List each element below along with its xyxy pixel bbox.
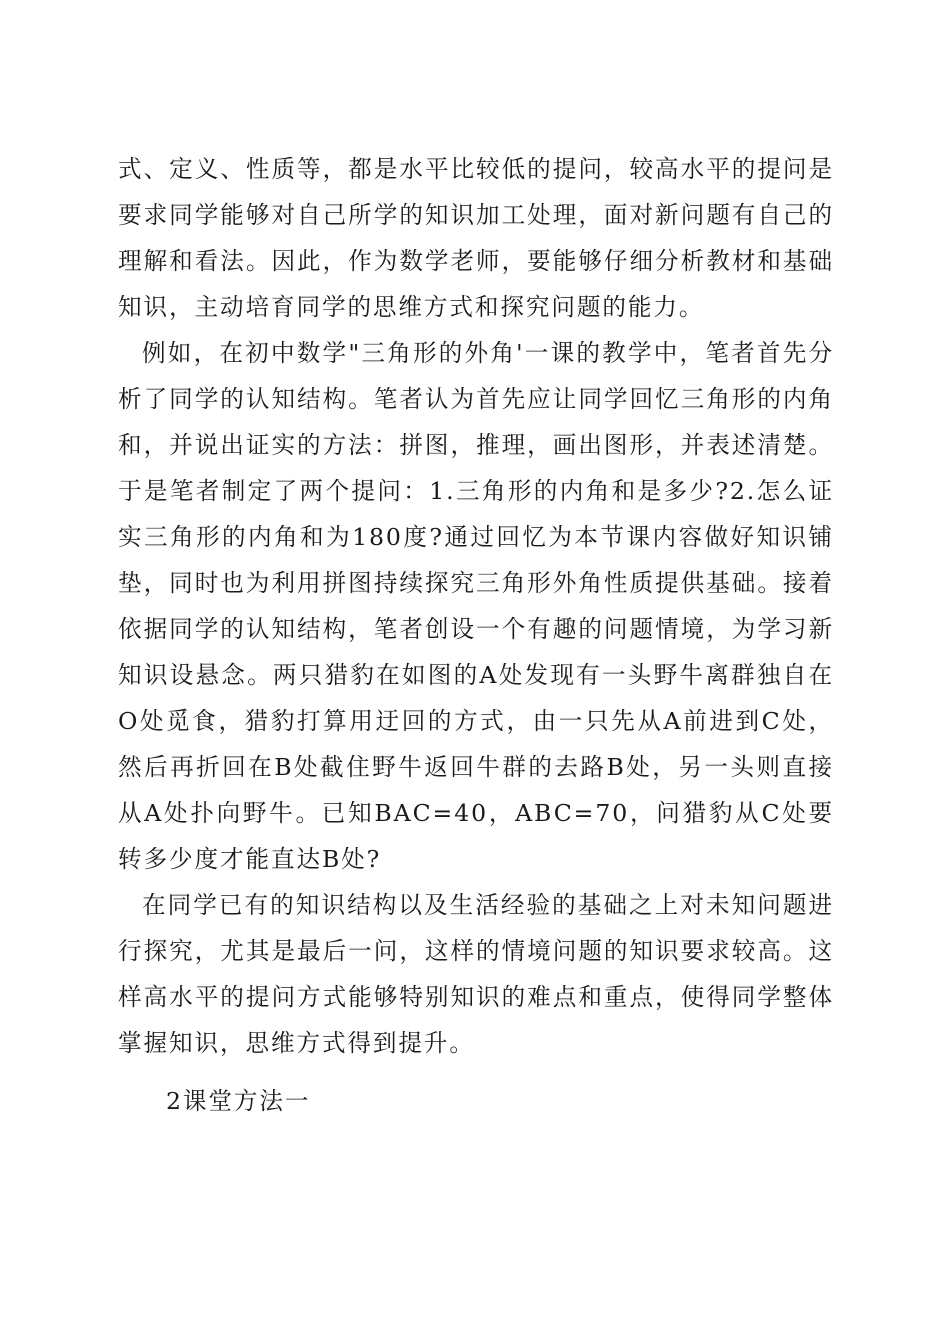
document-body — [118, 146, 834, 1124]
section-heading: 2课堂方法一 — [166, 1087, 311, 1115]
paragraph-2: 例如，在初中数学"三角形的外角'一课的教学中，笔者首先分析了同学的认知结构。笔者认为首先应让同学回忆三角形的内角和，并说出证实的方法：拼图，推理，画出图形，并表述清楚。于是笔者制定了两个提问：1.三角形的内角和是多少?2.怎么证实三角形的内角和为180度?通过回忆为本节课内容做好知识铺垫，同时也为利用拼图持续探究三角形外角性质提供基础。接着依据同学的认知结构，笔者创设一个有趣的问题情境，为学习新知识设悬念。两只猎豹在如图的A处发现有一头野牛离群独自在O处觅食，猎豹打算用迂回的方式，由一只先从A前进到C处，然后再折回在B处截住野牛返回牛群的去路B处，另一头则直接从A处扑向野牛。已知BAC=40，ABC=70，问猎豹从C处要转多少度才能直达B处? — [118, 339, 834, 873]
paragraph-1: 式、定义、性质等，都是水平比较低的提问，较高水平的提问是要求同学能够对自己所学的知识加工处理，面对新问题有自己的理解和看法。因此，作为数学老师，要能够仔细分析教材和基础知识，主动培育同学的思维方式和探究问题的能力。 — [118, 155, 834, 321]
paragraph-3: 在同学已有的知识结构以及生活经验的基础之上对未知问题进行探究，尤其是最后一问，这样的情境问题的知识要求较高。这样高水平的提问方式能够特别知识的难点和重点，使得同学整体掌握知识，思维方式得到提升。 — [118, 891, 834, 1057]
